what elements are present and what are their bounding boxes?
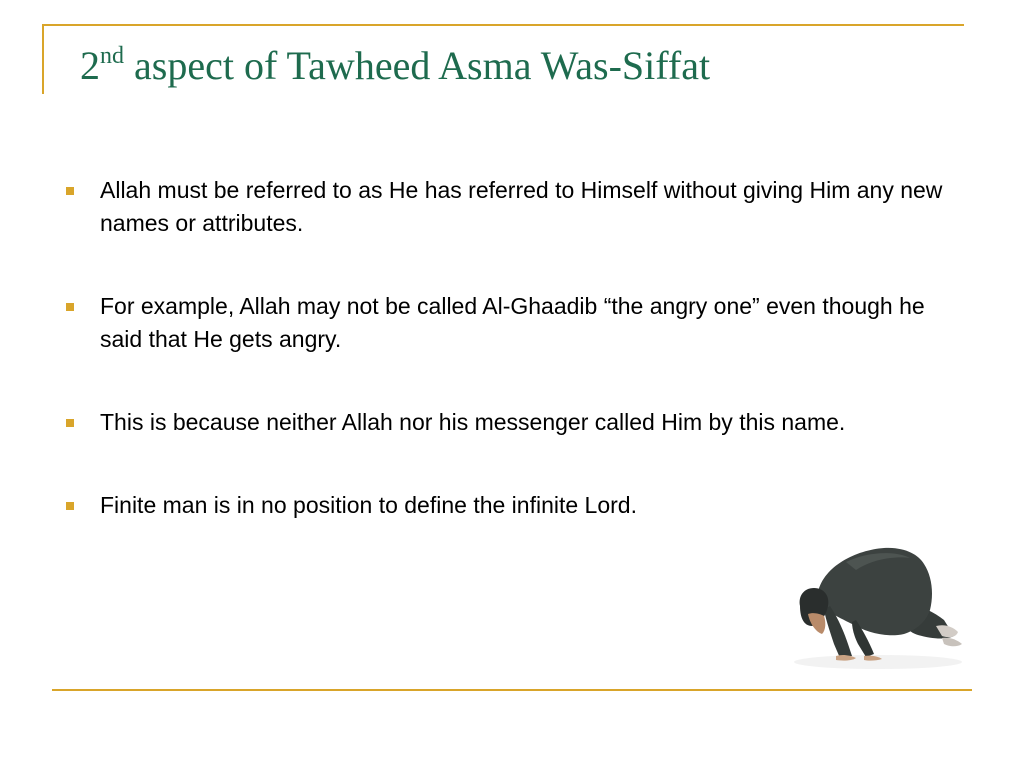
square-bullet-icon bbox=[66, 502, 74, 510]
bullet-text: Allah must be referred to as He has referred to Himself without giving Him any new names or attributes. bbox=[100, 177, 943, 236]
title-number: 2 bbox=[80, 43, 100, 88]
bullet-item bbox=[64, 290, 944, 356]
bullet-item bbox=[64, 489, 944, 522]
square-bullet-icon bbox=[66, 303, 74, 311]
bullet-item bbox=[64, 174, 944, 240]
bullet-list bbox=[64, 174, 944, 572]
bullet-item bbox=[64, 406, 944, 439]
frame-top-line bbox=[42, 24, 964, 26]
title-ordinal-suffix: nd bbox=[100, 42, 124, 69]
bullet-text: For example, Allah may not be called Al-Ghaadib “the angry one” even though he said that He gets angry. bbox=[100, 293, 925, 352]
bullet-text: Finite man is in no position to define the infinite Lord. bbox=[100, 492, 637, 518]
prostrating-man-illustration bbox=[786, 540, 966, 675]
frame-bottom-line bbox=[52, 689, 972, 691]
square-bullet-icon bbox=[66, 187, 74, 195]
bullet-text: This is because neither Allah nor his messenger called Him by this name. bbox=[100, 409, 846, 435]
slide-title bbox=[80, 40, 710, 92]
frame-left-line bbox=[42, 24, 44, 94]
title-text: aspect of Tawheed Asma Was-Siffat bbox=[124, 43, 711, 88]
square-bullet-icon bbox=[66, 419, 74, 427]
